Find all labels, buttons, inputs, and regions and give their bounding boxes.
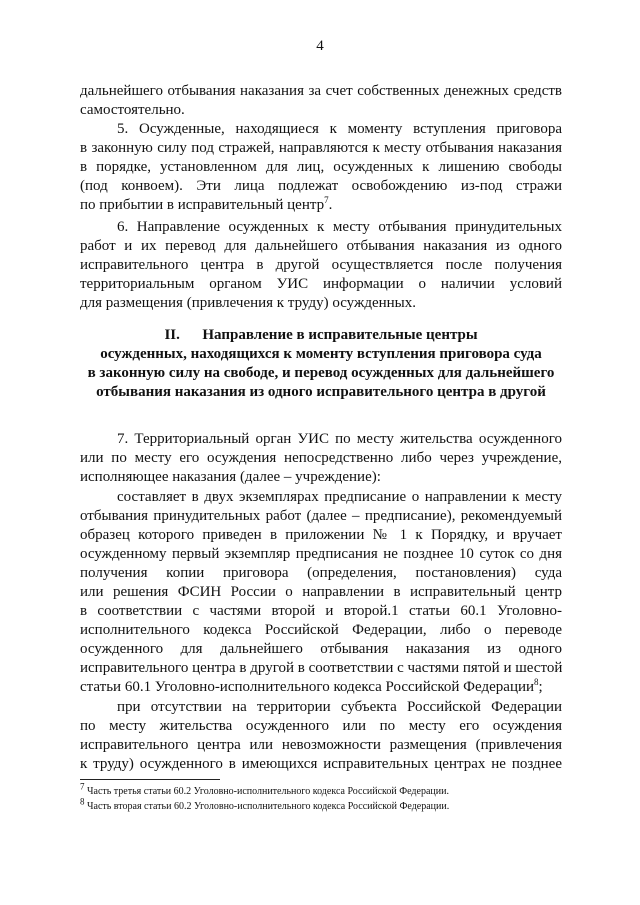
text-line: 5. Осужденные, находящиеся к моменту вступления приговора	[117, 121, 562, 137]
text-line	[80, 678, 562, 697]
heading-line: в законную силу на свободе, и перевод осужденных для дальнейшего	[87, 365, 555, 381]
text: ;	[538, 679, 543, 695]
text: Направление в исправительные центры	[202, 327, 478, 343]
text-line: или по месту его осуждения непосредственно либо через учреждение,	[80, 450, 562, 466]
text-line: дальнейшего отбывания наказания за счет собственных денежных средств	[80, 83, 562, 99]
paragraph-5	[80, 120, 562, 215]
text-line: осужденному первый экземпляр предписания не позднее 10 суток со дня	[80, 546, 562, 562]
text-line: (под конвоем). Эти лица подлежат освобождению из-под стражи	[80, 178, 562, 194]
paragraph-7-item-1	[80, 488, 562, 697]
text-line: при отсутствии на территории субъекта Российской Федерации	[117, 699, 562, 715]
text: по прибытии в исправительный центр	[80, 197, 325, 213]
text-line: к труду) осужденного в имеющихся исправительных центрах не позднее	[80, 756, 562, 772]
text-line: 7. Территориальный орган УИС по месту жительства осужденного	[117, 431, 562, 447]
footnote-8	[80, 796, 450, 813]
paragraph-6	[80, 218, 562, 313]
footnote-ref[interactable]: 8	[534, 677, 539, 687]
text-line: исправительного центра в другой в соответствии с частями пятой и шестой	[80, 660, 563, 676]
text-line: в законную силу под стражей, направляются к месту отбывания наказания	[80, 140, 562, 156]
text-line: отбывания принудительных работ (далее – предписание), рекомендуемый	[80, 508, 562, 524]
text-line: самостоятельно.	[80, 102, 185, 118]
text-line: исправительного центра или невозможности размещения (привлечения	[80, 737, 562, 753]
footnote-7	[80, 781, 449, 798]
footnote-ref[interactable]: 7	[324, 195, 329, 205]
heading-line	[80, 326, 562, 345]
footnote-mark: 7	[80, 781, 85, 792]
paragraph-7	[80, 430, 562, 487]
text-line: исполняющее наказания (далее – учреждение):	[80, 469, 381, 485]
paragraph-7-item-2	[80, 698, 562, 774]
text-line: по месту жительства осужденного или по месту его осуждения	[80, 718, 562, 734]
text-line	[80, 196, 562, 215]
text: .	[328, 197, 333, 213]
text-line: составляет в двух экземплярах предписание о направлении к месту	[117, 489, 562, 505]
text: статьи 60.1 Уголовно-исполнительного кодекса Российской Федерации	[80, 679, 535, 695]
heading-line: осужденных, находящихся к моменту вступления приговора суда	[100, 346, 542, 362]
text-line: получения копии приговора (определения, постановления) суда	[80, 565, 562, 581]
footnote-text: Часть третья статьи 60.2 Уголовно-исполнительного кодекса Российской Федерации.	[87, 786, 449, 797]
text-line: исполнительного кодекса Российской Федерации, либо о переводе	[80, 622, 562, 638]
paragraph-continuation	[80, 82, 562, 120]
text-line: или решения ФСИН России о направлении в исправительный центр	[80, 584, 562, 600]
footnote-text: Часть вторая статьи 60.2 Уголовно-исполнительного кодекса Российской Федерации.	[87, 801, 450, 812]
text-line: 6. Направление осужденных к месту отбывания принудительных	[117, 219, 562, 235]
footnote-separator	[80, 779, 220, 780]
text-line: для размещения (привлечения к труду) осужденных.	[80, 295, 416, 311]
text-line: образец которого приведен в приложении № 1 к Порядку, и вручает	[80, 527, 562, 543]
text-line: в соответствии с частями второй и второй.1 статьи 60.1 Уголовно-	[80, 603, 562, 619]
text-line: в порядке, установленном для лиц, осужденных к лишению свободы	[80, 159, 562, 175]
section-heading	[80, 326, 562, 402]
text-line: территориальным органом УИС информации о наличии условий	[80, 276, 562, 292]
section-number: II.	[164, 327, 180, 343]
text-line: осужденного для дальнейшего отбывания наказания из одного	[80, 641, 562, 657]
text-line: работ и их перевод для дальнейшего отбывания наказания из одного	[80, 238, 562, 254]
footnote-mark: 8	[80, 796, 85, 807]
text-line: исправительного центра в другой осуществляется после получения	[80, 257, 562, 273]
page-number: 4	[316, 38, 324, 54]
heading-line: отбывания наказания из одного исправительного центра в другой	[96, 384, 546, 400]
